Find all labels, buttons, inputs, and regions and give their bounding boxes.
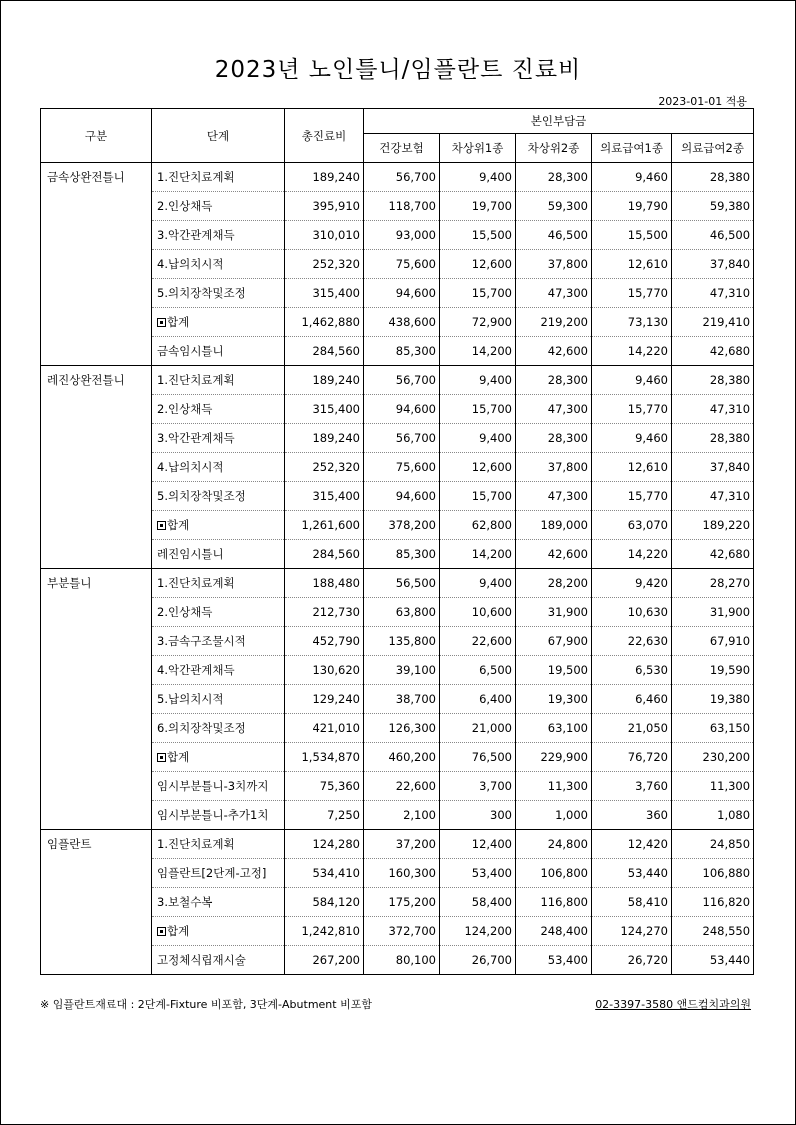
stage-label — [152, 279, 285, 308]
fee-cell: 75,600 — [364, 250, 440, 279]
fee-cell: 284,560 — [285, 337, 364, 366]
stage-label — [152, 366, 285, 395]
fee-cell: 37,200 — [364, 830, 440, 859]
fee-cell: 56,700 — [364, 366, 440, 395]
fee-cell: 372,700 — [364, 917, 440, 946]
footer-note: ※ 임플란트재료대 : 2단계-Fixture 비포함, 3단계-Abutment 비포함 — [40, 998, 372, 1011]
fee-cell: 19,380 — [672, 685, 754, 714]
fee-cell: 46,500 — [672, 221, 754, 250]
stage-label — [152, 192, 285, 221]
fee-cell: 126,300 — [364, 714, 440, 743]
fee-cell: 118,700 — [364, 192, 440, 221]
stage-label — [152, 801, 285, 830]
fee-cell: 252,320 — [285, 250, 364, 279]
fee-cell: 14,220 — [592, 337, 672, 366]
fee-cell: 63,100 — [516, 714, 592, 743]
fee-cell: 9,460 — [592, 424, 672, 453]
fee-cell: 189,220 — [672, 511, 754, 540]
fee-cell: 56,700 — [364, 163, 440, 192]
fee-cell: 47,310 — [672, 279, 754, 308]
fee-cell: 12,400 — [440, 830, 516, 859]
fee-cell: 19,300 — [516, 685, 592, 714]
group-name: 금속상완전틀니 — [41, 163, 152, 366]
fee-cell: 9,420 — [592, 569, 672, 598]
fee-cell: 53,400 — [440, 859, 516, 888]
stage-label — [152, 221, 285, 250]
fee-cell: 22,630 — [592, 627, 672, 656]
fee-cell: 116,820 — [672, 888, 754, 917]
stage-label — [152, 453, 285, 482]
stage-text: 5.납의치시적 — [157, 692, 224, 706]
stage-text: 1.진단치료계획 — [157, 170, 235, 184]
fee-cell: 189,240 — [285, 366, 364, 395]
fee-cell: 160,300 — [364, 859, 440, 888]
fee-cell: 59,380 — [672, 192, 754, 221]
stage-text: 4.납의치시적 — [157, 257, 224, 271]
header-copay: 본인부담금 — [364, 109, 754, 134]
fee-cell: 67,910 — [672, 627, 754, 656]
stage-label — [152, 482, 285, 511]
fee-cell: 42,600 — [516, 540, 592, 569]
fee-table — [40, 108, 754, 975]
fee-cell: 42,600 — [516, 337, 592, 366]
stage-label — [152, 656, 285, 685]
fee-cell: 124,200 — [440, 917, 516, 946]
stage-label — [152, 946, 285, 975]
stage-text: 합계 — [167, 750, 190, 764]
effective-date: 2023-01-01 적용 — [658, 95, 747, 108]
fee-cell: 15,500 — [440, 221, 516, 250]
stage-text: 합계 — [167, 315, 190, 329]
stage-label — [152, 772, 285, 801]
header-total: 총진료비 — [285, 109, 364, 163]
fee-cell: 12,600 — [440, 250, 516, 279]
fee-cell: 124,270 — [592, 917, 672, 946]
fee-cell: 37,840 — [672, 250, 754, 279]
stage-text: 3.악간관계채득 — [157, 228, 235, 242]
fee-cell: 129,240 — [285, 685, 364, 714]
fee-cell: 438,600 — [364, 308, 440, 337]
fee-cell: 53,400 — [516, 946, 592, 975]
subtotal-label — [152, 511, 285, 540]
stage-label — [152, 888, 285, 917]
fee-cell: 22,600 — [364, 772, 440, 801]
fee-cell: 75,360 — [285, 772, 364, 801]
fee-cell: 15,700 — [440, 395, 516, 424]
fee-cell: 12,420 — [592, 830, 672, 859]
table-row — [41, 569, 754, 598]
stage-label — [152, 250, 285, 279]
fee-cell: 1,462,880 — [285, 308, 364, 337]
fee-cell: 28,200 — [516, 569, 592, 598]
fee-cell: 42,680 — [672, 337, 754, 366]
fee-cell: 53,440 — [672, 946, 754, 975]
header-sub: 건강보험 — [364, 134, 440, 163]
fee-cell: 94,600 — [364, 395, 440, 424]
fee-cell: 26,700 — [440, 946, 516, 975]
fee-cell: 38,700 — [364, 685, 440, 714]
header-stage: 단계 — [152, 109, 285, 163]
checkbox-square-icon — [157, 753, 166, 762]
fee-cell: 59,300 — [516, 192, 592, 221]
fee-cell: 252,320 — [285, 453, 364, 482]
stage-text: 4.악간관계채득 — [157, 663, 235, 677]
stage-text: 3.악간관계채득 — [157, 431, 235, 445]
fee-cell: 315,400 — [285, 482, 364, 511]
fee-cell: 15,700 — [440, 279, 516, 308]
stage-text: 2.인상채득 — [157, 402, 213, 416]
stage-text: 임플란트[2단계-고정] — [157, 866, 267, 880]
stage-text: 3.보철수복 — [157, 895, 213, 909]
fee-cell: 85,300 — [364, 540, 440, 569]
fee-cell: 56,500 — [364, 569, 440, 598]
fee-cell: 15,770 — [592, 482, 672, 511]
fee-cell: 14,200 — [440, 337, 516, 366]
fee-cell: 3,760 — [592, 772, 672, 801]
fee-cell: 15,770 — [592, 395, 672, 424]
fee-cell: 76,500 — [440, 743, 516, 772]
fee-cell: 1,534,870 — [285, 743, 364, 772]
header-sub: 차상위1종 — [440, 134, 516, 163]
fee-cell: 584,120 — [285, 888, 364, 917]
fee-cell: 229,900 — [516, 743, 592, 772]
fee-cell: 63,150 — [672, 714, 754, 743]
fee-cell: 85,300 — [364, 337, 440, 366]
header-sub: 의료급여1종 — [592, 134, 672, 163]
fee-cell: 15,770 — [592, 279, 672, 308]
fee-cell: 21,000 — [440, 714, 516, 743]
stage-text: 고정체식립재시술 — [157, 953, 246, 967]
fee-cell: 9,460 — [592, 163, 672, 192]
fee-cell: 28,300 — [516, 163, 592, 192]
fee-cell: 28,270 — [672, 569, 754, 598]
fee-cell: 360 — [592, 801, 672, 830]
fee-cell: 39,100 — [364, 656, 440, 685]
fee-cell: 2,100 — [364, 801, 440, 830]
table-row — [41, 366, 754, 395]
group-name: 부분틀니 — [41, 569, 152, 830]
fee-cell: 47,300 — [516, 279, 592, 308]
fee-cell: 58,400 — [440, 888, 516, 917]
fee-cell: 6,530 — [592, 656, 672, 685]
fee-cell: 9,400 — [440, 424, 516, 453]
fee-cell: 24,800 — [516, 830, 592, 859]
stage-text: 6.의치장착및조정 — [157, 721, 246, 735]
fee-cell: 7,250 — [285, 801, 364, 830]
fee-cell: 378,200 — [364, 511, 440, 540]
stage-text: 2.인상채득 — [157, 605, 213, 619]
stage-text: 1.진단치료계획 — [157, 576, 235, 590]
checkbox-square-icon — [157, 927, 166, 936]
fee-cell: 93,000 — [364, 221, 440, 250]
fee-cell: 135,800 — [364, 627, 440, 656]
fee-cell: 19,500 — [516, 656, 592, 685]
fee-cell: 15,700 — [440, 482, 516, 511]
fee-cell: 24,850 — [672, 830, 754, 859]
fee-cell: 534,410 — [285, 859, 364, 888]
fee-cell: 1,080 — [672, 801, 754, 830]
header-category: 구분 — [41, 109, 152, 163]
group-name: 임플란트 — [41, 830, 152, 975]
checkbox-square-icon — [157, 521, 166, 530]
table-row — [41, 830, 754, 859]
fee-cell: 189,240 — [285, 163, 364, 192]
subtotal-label — [152, 308, 285, 337]
fee-cell: 12,610 — [592, 250, 672, 279]
fee-cell: 189,000 — [516, 511, 592, 540]
fee-cell: 116,800 — [516, 888, 592, 917]
fee-cell: 53,440 — [592, 859, 672, 888]
header-sub: 차상위2종 — [516, 134, 592, 163]
checkbox-square-icon — [157, 318, 166, 327]
fee-cell: 31,900 — [672, 598, 754, 627]
fee-cell: 26,720 — [592, 946, 672, 975]
fee-cell: 94,600 — [364, 482, 440, 511]
stage-label — [152, 714, 285, 743]
fee-cell: 300 — [440, 801, 516, 830]
fee-cell: 47,310 — [672, 482, 754, 511]
fee-cell: 42,680 — [672, 540, 754, 569]
fee-cell: 284,560 — [285, 540, 364, 569]
fee-cell: 9,400 — [440, 366, 516, 395]
fee-cell: 37,840 — [672, 453, 754, 482]
fee-cell: 28,300 — [516, 424, 592, 453]
stage-label — [152, 163, 285, 192]
page-title: 2023년 노인틀니/임플란트 진료비 — [214, 57, 582, 83]
fee-cell: 63,070 — [592, 511, 672, 540]
fee-table-body — [41, 163, 754, 975]
fee-cell: 11,300 — [672, 772, 754, 801]
fee-cell: 460,200 — [364, 743, 440, 772]
stage-label — [152, 598, 285, 627]
stage-text: 1.진단치료계획 — [157, 837, 235, 851]
fee-cell: 267,200 — [285, 946, 364, 975]
stage-text: 합계 — [167, 518, 190, 532]
fee-cell: 67,900 — [516, 627, 592, 656]
stage-text: 합계 — [167, 924, 190, 938]
fee-cell: 28,380 — [672, 366, 754, 395]
fee-cell: 46,500 — [516, 221, 592, 250]
stage-label — [152, 337, 285, 366]
fee-cell: 80,100 — [364, 946, 440, 975]
stage-text: 임시부분틀니-3치까지 — [157, 779, 269, 793]
fee-cell: 28,300 — [516, 366, 592, 395]
fee-cell: 11,300 — [516, 772, 592, 801]
stage-text: 레진임시틀니 — [157, 547, 224, 561]
fee-cell: 6,400 — [440, 685, 516, 714]
stage-text: 임시부분틀니-추가1치 — [157, 808, 269, 822]
fee-cell: 6,460 — [592, 685, 672, 714]
fee-cell: 230,200 — [672, 743, 754, 772]
fee-cell: 28,380 — [672, 424, 754, 453]
fee-cell: 37,800 — [516, 250, 592, 279]
stage-text: 1.진단치료계획 — [157, 373, 235, 387]
fee-cell: 189,240 — [285, 424, 364, 453]
stage-label — [152, 569, 285, 598]
fee-cell: 315,400 — [285, 279, 364, 308]
fee-cell: 421,010 — [285, 714, 364, 743]
fee-cell: 452,790 — [285, 627, 364, 656]
fee-cell: 58,410 — [592, 888, 672, 917]
fee-cell: 21,050 — [592, 714, 672, 743]
fee-cell: 395,910 — [285, 192, 364, 221]
clinic-contact: 02-3397-3580 앤드컴치과의원 — [595, 998, 751, 1011]
stage-label — [152, 859, 285, 888]
fee-cell: 219,410 — [672, 308, 754, 337]
stage-label — [152, 540, 285, 569]
fee-cell: 188,480 — [285, 569, 364, 598]
stage-label — [152, 627, 285, 656]
header-sub: 의료급여2종 — [672, 134, 754, 163]
fee-cell: 124,280 — [285, 830, 364, 859]
fee-cell: 62,800 — [440, 511, 516, 540]
fee-cell: 248,400 — [516, 917, 592, 946]
stage-text: 금속임시틀니 — [157, 344, 224, 358]
stage-text: 5.의치장착및조정 — [157, 489, 246, 503]
fee-cell: 9,460 — [592, 366, 672, 395]
fee-cell: 9,400 — [440, 163, 516, 192]
fee-cell: 47,300 — [516, 395, 592, 424]
fee-cell: 12,600 — [440, 453, 516, 482]
fee-cell: 14,220 — [592, 540, 672, 569]
fee-cell: 212,730 — [285, 598, 364, 627]
fee-cell: 28,380 — [672, 163, 754, 192]
stage-text: 4.납의치시적 — [157, 460, 224, 474]
fee-cell: 12,610 — [592, 453, 672, 482]
fee-cell: 10,600 — [440, 598, 516, 627]
fee-cell: 315,400 — [285, 395, 364, 424]
fee-cell: 106,880 — [672, 859, 754, 888]
fee-cell: 19,700 — [440, 192, 516, 221]
table-row — [41, 163, 754, 192]
fee-cell: 1,000 — [516, 801, 592, 830]
stage-label — [152, 830, 285, 859]
fee-cell: 1,261,600 — [285, 511, 364, 540]
fee-cell: 6,500 — [440, 656, 516, 685]
fee-cell: 15,500 — [592, 221, 672, 250]
fee-cell: 130,620 — [285, 656, 364, 685]
fee-cell: 31,900 — [516, 598, 592, 627]
fee-cell: 37,800 — [516, 453, 592, 482]
fee-cell: 47,310 — [672, 395, 754, 424]
fee-cell: 75,600 — [364, 453, 440, 482]
subtotal-label — [152, 743, 285, 772]
fee-cell: 63,800 — [364, 598, 440, 627]
fee-cell: 10,630 — [592, 598, 672, 627]
fee-cell: 19,590 — [672, 656, 754, 685]
fee-cell: 19,790 — [592, 192, 672, 221]
stage-label — [152, 424, 285, 453]
fee-cell: 3,700 — [440, 772, 516, 801]
stage-label — [152, 395, 285, 424]
group-name: 레진상완전틀니 — [41, 366, 152, 569]
fee-cell: 14,200 — [440, 540, 516, 569]
fee-cell: 56,700 — [364, 424, 440, 453]
fee-cell: 106,800 — [516, 859, 592, 888]
fee-cell: 248,550 — [672, 917, 754, 946]
stage-label — [152, 685, 285, 714]
stage-text: 5.의치장착및조정 — [157, 286, 246, 300]
stage-text: 2.인상채득 — [157, 199, 213, 213]
fee-cell: 94,600 — [364, 279, 440, 308]
subtotal-label — [152, 917, 285, 946]
fee-cell: 72,900 — [440, 308, 516, 337]
stage-text: 3.금속구조물시적 — [157, 634, 246, 648]
fee-cell: 175,200 — [364, 888, 440, 917]
fee-cell: 73,130 — [592, 308, 672, 337]
fee-cell: 310,010 — [285, 221, 364, 250]
fee-cell: 9,400 — [440, 569, 516, 598]
fee-cell: 219,200 — [516, 308, 592, 337]
fee-cell: 47,300 — [516, 482, 592, 511]
fee-cell: 22,600 — [440, 627, 516, 656]
fee-cell: 76,720 — [592, 743, 672, 772]
fee-cell: 1,242,810 — [285, 917, 364, 946]
